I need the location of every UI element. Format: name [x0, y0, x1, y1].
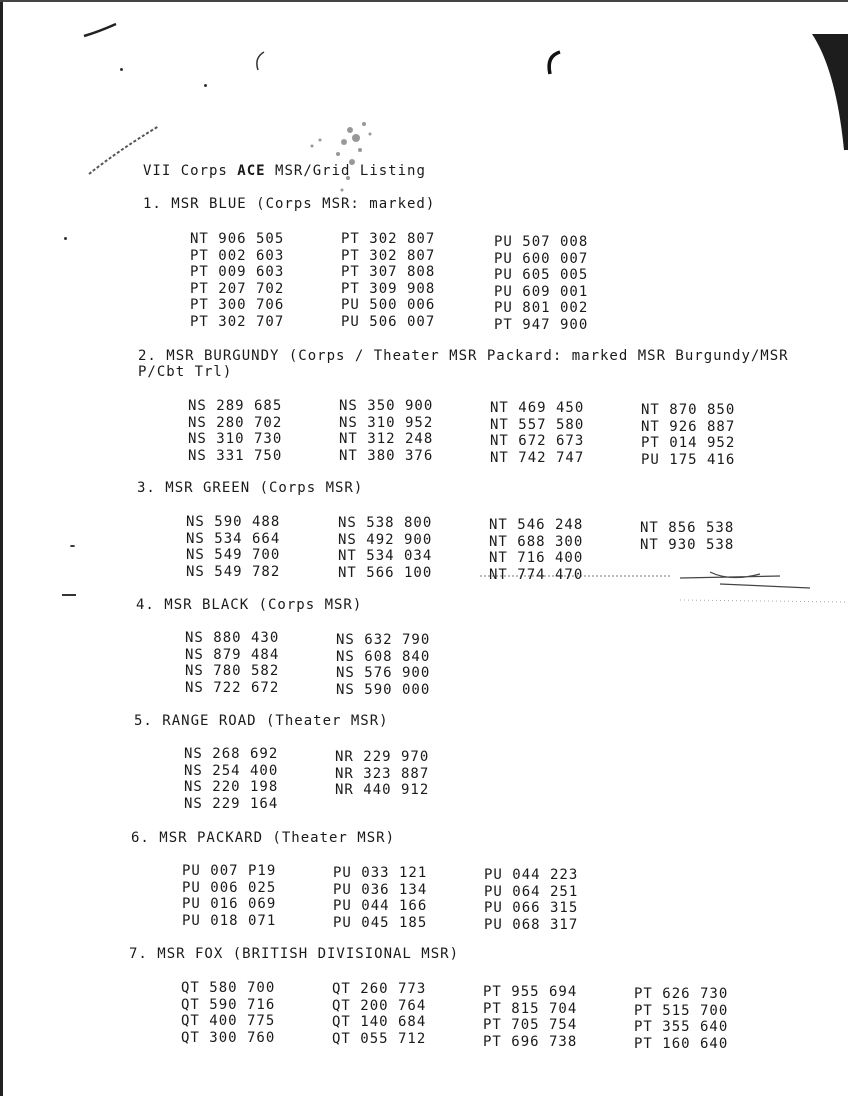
document-title — [143, 163, 426, 179]
grid-entry: NR 323 887 — [335, 765, 430, 782]
grid-column — [484, 867, 578, 933]
grid-entry: PU 066 315 — [484, 900, 579, 916]
grid-entry: PT 705 754 — [483, 1017, 578, 1033]
grid-entry: PU 801 002 — [494, 300, 589, 316]
grid-entry: NS 879 484 — [185, 646, 280, 663]
grid-column — [333, 865, 427, 931]
grid-entry: NS 534 664 — [186, 530, 281, 547]
grid-entry: NT 469 450 — [490, 400, 585, 416]
grid-entry: PU 044 166 — [333, 898, 428, 914]
grid-entry: NS 268 692 — [184, 746, 279, 762]
grid-entry: QT 580 700 — [181, 980, 276, 996]
grid-column — [640, 520, 734, 553]
speck — [64, 237, 67, 240]
grid-entry: NS 310 952 — [339, 414, 434, 431]
grid-entry: NT 380 376 — [339, 447, 434, 464]
grid-entry: PU 605 005 — [494, 267, 589, 283]
grid-entry: PT 307 808 — [341, 264, 436, 280]
grid-entry: NS 549 700 — [186, 547, 281, 563]
grid-entry: NS 492 900 — [338, 531, 433, 548]
grid-entry: PU 507 008 — [494, 234, 589, 250]
grid-entry: NS 538 800 — [338, 515, 433, 531]
speck — [70, 545, 75, 547]
grid-entry: NT 870 850 — [641, 402, 736, 418]
pen-mark-top-left — [80, 20, 130, 44]
speck — [204, 84, 207, 87]
grid-entry: PU 045 185 — [333, 914, 428, 931]
grid-column — [489, 517, 583, 583]
grid-entry: PT 002 603 — [190, 247, 285, 264]
grid-entry: NS 632 790 — [336, 632, 431, 648]
speck — [62, 594, 76, 596]
grid-entry: PU 007 P19 — [182, 863, 277, 879]
grid-column — [188, 398, 282, 464]
grid-entry: PU 068 317 — [484, 916, 579, 933]
grid-entry: PU 609 001 — [494, 283, 589, 300]
grid-entry: NS 590 000 — [336, 681, 431, 698]
grid-column — [483, 984, 577, 1050]
grid-entry: NT 856 538 — [640, 520, 735, 536]
grid-entry: PU 500 006 — [341, 297, 436, 313]
grid-entry: PT 955 694 — [483, 984, 578, 1000]
grid-entry: PU 036 134 — [333, 881, 428, 898]
grid-entry: PT 309 908 — [341, 280, 436, 297]
section-heading-msr-burgundy: 2. MSR BURGUNDY (Corps / Theater MSR Packard: marked MSR Burgundy/MSR P/Cbt Trl) — [138, 348, 789, 380]
grid-entry: PT 947 900 — [494, 316, 589, 333]
grid-entry: PT 355 640 — [634, 1019, 729, 1035]
grid-entry: QT 140 684 — [332, 1014, 427, 1030]
grid-entry: NS 229 164 — [184, 795, 279, 812]
grid-entry: NS 289 685 — [188, 398, 283, 414]
grid-entry: NS 880 430 — [185, 630, 280, 646]
grid-entry: PT 014 952 — [641, 435, 736, 451]
grid-column — [341, 231, 435, 330]
grid-entry: NT 716 400 — [489, 550, 584, 566]
grid-entry: QT 200 764 — [332, 997, 427, 1014]
grid-column — [338, 515, 432, 581]
grid-entry: NS 331 750 — [188, 447, 283, 464]
grid-entry: PT 815 704 — [483, 1000, 578, 1017]
grid-entry: NS 722 672 — [185, 679, 280, 696]
section-heading-msr-green: 3. MSR GREEN (Corps MSR) — [137, 480, 364, 496]
grid-entry: NS 310 730 — [188, 431, 283, 447]
section-heading-msr-fox: 7. MSR FOX (BRITISH DIVISIONAL MSR) — [129, 946, 460, 962]
grid-entry: NR 229 970 — [335, 749, 430, 765]
grid-entry: NS 608 840 — [336, 648, 431, 665]
grid-column — [186, 514, 280, 580]
scan-shadow-right — [806, 30, 848, 160]
grid-entry: NT 688 300 — [489, 533, 584, 550]
grid-entry: NT 926 887 — [641, 418, 736, 435]
title-prefix: VII Corps — [143, 163, 228, 179]
grid-entry: NT 672 673 — [490, 433, 585, 449]
grid-column — [185, 630, 279, 696]
grid-entry: PT 696 738 — [483, 1033, 578, 1050]
grid-entry: NS 576 900 — [336, 665, 431, 681]
grid-entry: PU 016 069 — [182, 896, 277, 912]
section-heading-range-road: 5. RANGE ROAD (Theater MSR) — [134, 713, 389, 729]
hole-punch-mark-left — [250, 48, 270, 74]
grid-entry: NS 280 702 — [188, 414, 283, 431]
grid-entry: NT 906 505 — [190, 231, 285, 247]
grid-entry: PT 207 702 — [190, 280, 285, 297]
grid-entry: PU 506 007 — [341, 313, 436, 330]
grid-column — [494, 234, 588, 333]
title-rest: MSR/Grid Listing — [275, 163, 426, 179]
page-edge-left — [0, 0, 3, 1096]
grid-entry: PT 302 807 — [341, 231, 436, 247]
grid-column — [336, 632, 430, 698]
grid-entry: PT 300 706 — [190, 297, 285, 313]
scan-smudge-title — [290, 110, 390, 210]
grid-entry: NT 557 580 — [490, 416, 585, 433]
grid-entry: NT 742 747 — [490, 449, 585, 466]
grid-entry: PT 009 603 — [190, 264, 285, 280]
grid-column — [332, 981, 426, 1047]
grid-column — [634, 986, 728, 1052]
grid-column — [181, 980, 275, 1046]
grid-entry: PU 018 071 — [182, 912, 277, 929]
grid-entry: PT 626 730 — [634, 986, 729, 1002]
grid-entry: NT 534 034 — [338, 548, 433, 564]
grid-entry: NT 312 248 — [339, 431, 434, 447]
section-heading-msr-blue: 1. MSR BLUE (Corps MSR: marked) — [143, 196, 436, 212]
grid-entry: PU 175 416 — [641, 451, 736, 468]
grid-entry: NS 780 582 — [185, 663, 280, 679]
title-bold: ACE — [237, 163, 266, 179]
grid-column — [335, 749, 429, 799]
grid-entry: NT 566 100 — [338, 564, 433, 581]
grid-entry: PU 064 251 — [484, 883, 579, 900]
grid-entry: NT 774 470 — [489, 566, 584, 583]
section-heading-msr-packard: 6. MSR PACKARD (Theater MSR) — [131, 830, 396, 846]
grid-entry: NR 440 912 — [335, 782, 430, 798]
grid-entry: QT 055 712 — [332, 1030, 427, 1047]
grid-entry: QT 300 760 — [181, 1029, 276, 1046]
grid-entry: PU 033 121 — [333, 865, 428, 881]
grid-column — [184, 746, 278, 812]
speck — [120, 68, 123, 71]
page-edge-top — [0, 0, 848, 2]
grid-entry: QT 590 716 — [181, 996, 276, 1013]
grid-entry: NS 254 400 — [184, 762, 279, 779]
section-heading-msr-black: 4. MSR BLACK (Corps MSR) — [136, 597, 363, 613]
grid-entry: PT 160 640 — [634, 1035, 729, 1052]
grid-entry: QT 400 775 — [181, 1013, 276, 1029]
grid-entry: PT 302 807 — [341, 247, 436, 264]
grid-column — [182, 863, 276, 929]
grid-entry: NS 350 900 — [339, 398, 434, 414]
grid-column — [490, 400, 584, 466]
grid-entry: NS 220 198 — [184, 779, 279, 795]
grid-entry: NT 930 538 — [640, 536, 735, 553]
grid-column — [339, 398, 433, 464]
grid-entry: NS 590 488 — [186, 514, 281, 530]
grid-entry: PU 006 025 — [182, 879, 277, 896]
grid-entry: PT 302 707 — [190, 313, 285, 330]
grid-entry: NT 546 248 — [489, 517, 584, 533]
grid-entry: PU 600 007 — [494, 250, 589, 267]
hole-punch-mark-right — [540, 46, 570, 78]
grid-entry: QT 260 773 — [332, 981, 427, 997]
grid-column — [641, 402, 735, 468]
grid-column — [190, 231, 284, 330]
grid-entry: PT 515 700 — [634, 1002, 729, 1019]
grid-entry: PU 044 223 — [484, 867, 579, 883]
grid-entry: NS 549 782 — [186, 563, 281, 580]
